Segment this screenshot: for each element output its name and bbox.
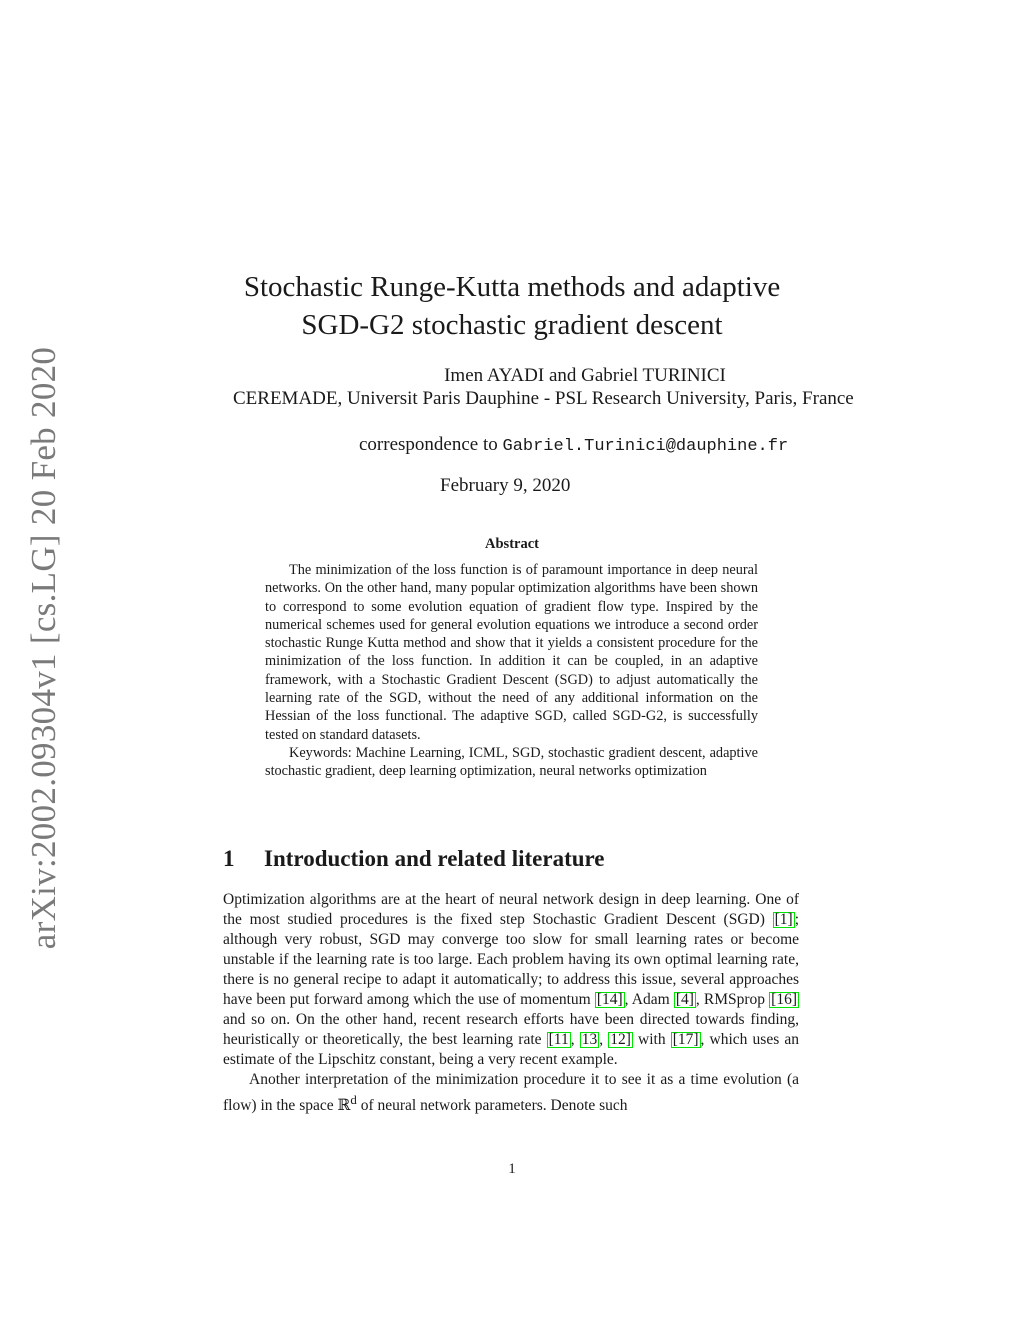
citation-link[interactable]: [11 — [548, 1031, 569, 1048]
dimension-superscript: d — [350, 1092, 357, 1107]
paragraph-2 — [223, 1070, 799, 1116]
correspondence-email[interactable]: Gabriel.Turinici@dauphine.fr — [502, 437, 789, 456]
body-text — [223, 890, 799, 1116]
page-number: 1 — [508, 1161, 516, 1177]
abstract-heading: Abstract — [485, 536, 539, 552]
text-run: , — [599, 1031, 609, 1048]
text-run: , RMSprop — [695, 991, 770, 1008]
correspondence — [359, 433, 788, 458]
title-line-1: Stochastic Runge-Kutta methods and adaptive — [243, 271, 781, 303]
affiliation: CEREMADE, Universit Paris Dauphine - PSL Research University, Paris, France — [233, 388, 854, 409]
text-run: and so on. On the other hand, recent research efforts have been directed towards finding, heuristically or theoretically, the best learning rate — [223, 1011, 799, 1048]
citation-link[interactable]: [17] — [672, 1031, 699, 1048]
title-line-2: SGD-G2 stochastic gradient descent — [301, 309, 723, 341]
section-number: 1 — [223, 846, 235, 871]
citation-link[interactable]: 13 — [581, 1031, 598, 1048]
authors: Imen AYADI and Gabriel TURINICI — [444, 365, 726, 386]
abstract — [265, 561, 758, 781]
citation-link[interactable]: [1] — [774, 911, 793, 928]
citation-link[interactable]: [14] — [596, 991, 623, 1008]
real-numbers-symbol: ℝ — [337, 1097, 351, 1115]
citation-link[interactable]: 12] — [610, 1031, 631, 1048]
paper-title — [0, 268, 1024, 344]
text-run: ; although very robust, SGD may converge too slow for small learning rates or become unstable if the learning rate is too large. Each problem having its own optimal learning rate, there is no general recipe to adapt it automatically; to address this issue, several approaches have been put forward among which the use of momentum — [223, 911, 799, 1008]
text-run: , Adam — [624, 991, 674, 1008]
arxiv-identifier: arXiv:2002.09304v1 [cs.LG] 20 Feb 2020 — [24, 346, 63, 950]
text-run: with — [632, 1031, 671, 1048]
text-run: of neural network parameters. Denote such — [356, 1097, 628, 1115]
abstract-keywords: Keywords: Machine Learning, ICML, SGD, stochastic gradient descent, adaptive stochastic gradient, deep learning optimization, neural networks optimization — [265, 744, 758, 780]
text-run: , which uses an estimate of the Lipschitz constant, being a very recent example. — [223, 1031, 799, 1068]
abstract-body: The minimization of the loss function is of paramount importance in deep neural networks. On the other hand, many popular optimization algorithms have been shown to correspond to some evolution equation of gradient flow type. Inspired by the numerical schemes used for general evolution equations we introduce a second order stochastic Runge Kutta method and show that it yields a consistent procedure for the minimization of the loss function. In addition it can be coupled, in an adaptive framework, with a Stochastic Gradient Descent (SGD) to adjust automatically the learning rate of the SGD, without the need of any additional information on the Hessian of the loss functional. The adaptive SGD, called SGD-G2, is successfully tested on standard datasets. — [265, 562, 758, 743]
citation-link[interactable]: [16] — [771, 991, 797, 1008]
correspondence-prefix: correspondence to — [359, 434, 498, 455]
section-title: Introduction and related literature — [264, 846, 605, 871]
paragraph-1 — [223, 890, 799, 1070]
text-run: Another interpretation of the minimization procedure it to see it as a time evolution (a flow) in the space — [223, 1071, 799, 1115]
section-heading — [223, 846, 605, 872]
citation-link[interactable]: [4] — [675, 991, 694, 1008]
text-run: , — [570, 1031, 580, 1048]
text-run: Optimization algorithms are at the heart of neural network design in deep learning. One of the most studied procedures is the fixed step Stochastic Gradient Descent (SGD) — [223, 891, 799, 928]
publication-date: February 9, 2020 — [440, 475, 571, 496]
